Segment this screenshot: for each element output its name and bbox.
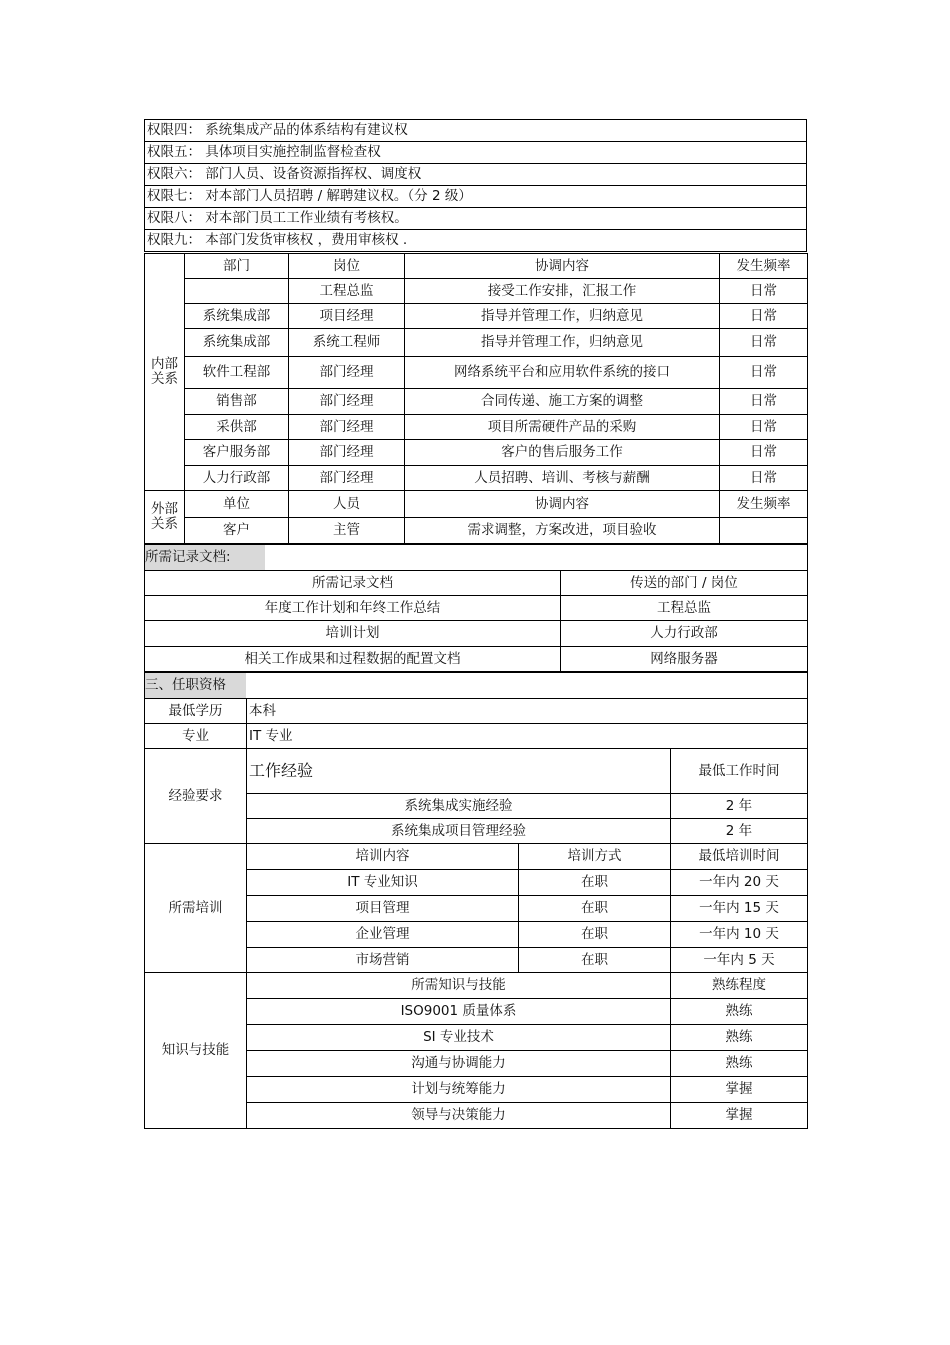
cell: 日常 [720,329,808,357]
cell: 人力行政部 [185,466,289,491]
major-value: IT 专业 [247,724,808,749]
cell: 合同传递、施工方案的调整 [405,389,720,415]
cell: 工程总监 [561,596,808,621]
cell: 在职 [519,922,671,948]
cell [720,518,808,544]
authority-row: 权限四： 系统集成产品的体系结构有建议权 [145,120,807,142]
table-header: 最低培训时间 [671,844,808,870]
cell: 日常 [720,466,808,491]
table-header: 部门 [185,254,289,279]
cell: 一年内 15 天 [671,896,808,922]
table-header: 所需知识与技能 [247,973,671,999]
cell: 接受工作安排，汇报工作 [405,279,720,304]
relations-table [144,253,808,544]
authority-row: 权限九： 本部门发货审核权 ，费用审核权 . [145,230,807,252]
education-value: 本科 [247,699,808,724]
cell: 企业管理 [247,922,519,948]
cell: 系统集成实施经验 [247,794,671,819]
table-header: 最低工作时间 [671,749,808,794]
table-row [145,304,808,329]
records-table [144,544,808,672]
cell: 日常 [720,415,808,440]
table-header: 工作经验 [247,749,671,794]
cell: 一年内 10 天 [671,922,808,948]
cell: 系统集成部 [185,304,289,329]
experience-label: 经验要求 [145,749,247,844]
table-header: 发生频率 [720,491,808,518]
table-header: 单位 [185,491,289,518]
cell: 采供部 [185,415,289,440]
cell: 熟练 [671,999,808,1025]
authority-row: 权限七： 对本部门人员招聘 / 解聘建议权。（分 2 级） [145,186,807,208]
cell: 系统集成部 [185,329,289,357]
table-header: 协调内容 [405,254,720,279]
cell: 指导并管理工作，归纳意见 [405,329,720,357]
qualifications-table [144,672,808,1129]
cell: 2 年 [671,819,808,844]
cell: 项目经理 [289,304,405,329]
cell: 日常 [720,389,808,415]
section-title: 所需记录文档: [145,545,265,570]
cell: 客户服务部 [185,440,289,466]
cell: 在职 [519,948,671,973]
cell: 日常 [720,304,808,329]
cell: 人力行政部 [561,621,808,647]
education-label: 最低学历 [145,699,247,724]
cell: 一年内 20 天 [671,870,808,896]
table-row [145,329,808,357]
cell: IT 专业知识 [247,870,519,896]
cell: 项目管理 [247,896,519,922]
cell: 在职 [519,896,671,922]
cell: 需求调整，方案改进，项目验收 [405,518,720,544]
cell: 日常 [720,440,808,466]
table-header: 传送的部门 / 岗位 [561,571,808,596]
authority-row: 权限五： 具体项目实施控制监督检查权 [145,142,807,164]
internal-relations-label: 内部关系 [145,254,185,491]
cell: 部门经理 [289,389,405,415]
cell: 掌握 [671,1077,808,1103]
major-label: 专业 [145,724,247,749]
cell: 部门经理 [289,357,405,389]
table-header: 岗位 [289,254,405,279]
table-row [145,466,808,491]
cell: SI 专业技术 [247,1025,671,1051]
table-row [145,389,808,415]
cell: 软件工程部 [185,357,289,389]
cell: 部门经理 [289,415,405,440]
table-row [145,621,808,647]
cell: 熟练 [671,1051,808,1077]
cell: 客户的售后服务工作 [405,440,720,466]
cell: 主管 [289,518,405,544]
cell [185,279,289,304]
cell: 系统工程师 [289,329,405,357]
cell: 销售部 [185,389,289,415]
cell: ISO9001 质量体系 [247,999,671,1025]
cell: 指导并管理工作，归纳意见 [405,304,720,329]
table-header: 人员 [289,491,405,518]
authority-row: 权限六： 部门人员、设备资源指挥权、调度权 [145,164,807,186]
external-relations-label: 外部关系 [145,491,185,544]
authority-row: 权限八： 对本部门员工工作业绩有考核权。 [145,208,807,230]
training-label: 所需培训 [145,844,247,973]
table-row [145,440,808,466]
table-row [145,647,808,672]
cell: 年度工作计划和年终工作总结 [145,596,561,621]
cell: 网络系统平台和应用软件系统的接口 [405,357,720,389]
table-header: 培训方式 [519,844,671,870]
cell: 项目所需硬件产品的采购 [405,415,720,440]
table-header: 熟练程度 [671,973,808,999]
table-header: 培训内容 [247,844,519,870]
cell: 人员招聘、培训、考核与薪酬 [405,466,720,491]
cell: 网络服务器 [561,647,808,672]
authority-table [144,119,807,252]
cell: 日常 [720,357,808,389]
cell: 部门经理 [289,440,405,466]
table-row [145,518,808,544]
cell: 日常 [720,279,808,304]
cell: 领导与决策能力 [247,1103,671,1129]
table-row [145,357,808,389]
table-row [145,415,808,440]
cell: 培训计划 [145,621,561,647]
table-row [145,279,808,304]
cell: 在职 [519,870,671,896]
cell: 系统集成项目管理经验 [247,819,671,844]
cell: 2 年 [671,794,808,819]
cell: 计划与统筹能力 [247,1077,671,1103]
cell: 熟练 [671,1025,808,1051]
cell: 沟通与协调能力 [247,1051,671,1077]
cell: 客户 [185,518,289,544]
skills-label: 知识与技能 [145,973,247,1129]
cell: 掌握 [671,1103,808,1129]
section-title: 三、任职资格 [145,673,246,698]
cell: 相关工作成果和过程数据的配置文档 [145,647,561,672]
cell: 部门经理 [289,466,405,491]
cell: 一年内 5 天 [671,948,808,973]
table-row [145,596,808,621]
table-header: 协调内容 [405,491,720,518]
cell: 工程总监 [289,279,405,304]
table-header: 发生频率 [720,254,808,279]
cell: 市场营销 [247,948,519,973]
table-header: 所需记录文档 [145,571,561,596]
